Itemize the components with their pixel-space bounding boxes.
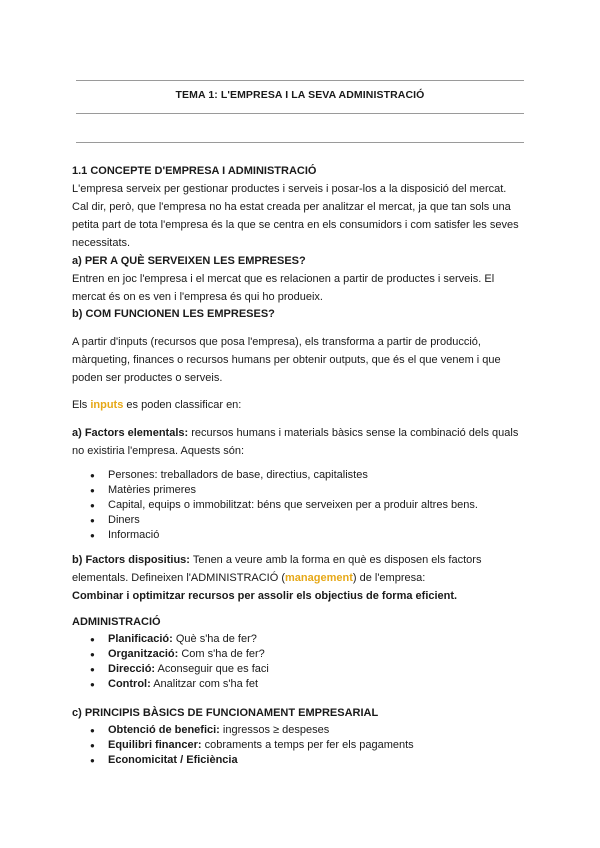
management-highlight: management <box>285 572 353 584</box>
administracio-heading: ADMINISTRACIÓ <box>72 616 161 628</box>
paragraph-line: Cal dir, però, que l'empresa no ha estat creada per analitzar el mercat, ja que tan sols una <box>72 201 511 213</box>
paragraph-line: poden ser productes o serveis. <box>72 372 223 384</box>
paragraph-line: petita part de tota l'empresa és la que se centra en els consumidors i com satisfer les seves <box>72 219 519 231</box>
factors-elementals-text: recursos humans i materials bàsics sense la combinació dels quals <box>191 427 519 439</box>
factors-dispositius-line <box>72 551 481 569</box>
list-item: ● Matèries primeres <box>72 483 478 498</box>
administracio-list <box>72 632 269 692</box>
inputs-highlight: inputs <box>90 399 124 411</box>
section-heading-concepte: 1.1 CONCEPTE D'EMPRESA I ADMINISTRACIÓ <box>72 165 317 177</box>
list-item: ● Planificació: Què s'ha de fer? <box>72 632 269 647</box>
paragraph-line: necessitats. <box>72 237 131 249</box>
principis-heading: c) PRINCIPIS BÀSICS DE FUNCIONAMENT EMPRESARIAL <box>72 707 379 719</box>
paragraph-line: màrqueting, finances o recursos humans per obtenir outputs, que és el que venem i que <box>72 354 501 366</box>
factors-elementals-label: a) Factors elementals: <box>72 427 189 439</box>
paragraph-line: mercat és on es ven i l'empresa és qui ho produeix. <box>72 291 323 303</box>
management-pre: elementals. Defineixen l'ADMINISTRACIÓ ( <box>72 572 285 584</box>
list-item: ● Equilibri financer: cobraments a temps per fer els pagaments <box>72 738 414 753</box>
list-item: ● Persones: treballadors de base, directius, capitalistes <box>72 468 478 483</box>
factors-dispositius-text: Tenen a veure amb la forma en què es disposen els factors <box>192 554 482 566</box>
inputs-line <box>72 396 241 414</box>
title-rule <box>76 113 524 114</box>
list-item: ● Organització: Com s'ha de fer? <box>72 647 269 662</box>
paragraph-line: A partir d'inputs (recursos que posa l'empresa), els transforma a partir de producció, <box>72 336 481 348</box>
principis-list <box>72 723 414 768</box>
list-item: ● Economicitat / Eficiència <box>72 753 414 768</box>
list-item: ● Obtenció de benefici: ingressos ≥ despeses <box>72 723 414 738</box>
inputs-post: es poden classificar en: <box>126 399 242 411</box>
list-item: ● Control: Analitzar com s'ha fet <box>72 677 269 692</box>
list-item: ● Direcció: Aconseguir que es faci <box>72 662 269 677</box>
list-item: ● Capital, equips o immobilitzat: béns que serveixen per a produir altres bens. <box>72 498 478 513</box>
section-heading-com-funcionen: b) COM FUNCIONEN LES EMPRESES? <box>72 308 275 320</box>
paragraph-line: L'empresa serveix per gestionar productes i serveis i posar-los a la disposició del mercat. <box>72 183 507 195</box>
list-item: ● Diners <box>72 513 478 528</box>
list-item: ● Informació <box>72 528 478 543</box>
top-rule <box>76 80 524 81</box>
header-bottom-rule <box>76 142 524 143</box>
inputs-pre: Els <box>72 399 88 411</box>
section-heading-per-a-que: a) PER A QUÈ SERVEIXEN LES EMPRESES? <box>72 255 306 267</box>
combinar-line: Combinar i optimitzar recursos per assolir els objectius de forma eficient. <box>72 590 458 602</box>
factors-elementals-line <box>72 424 518 442</box>
management-post: ) de l'empresa: <box>352 572 426 584</box>
factors-elementals-list <box>72 468 478 543</box>
factors-dispositius-label: b) Factors dispositius: <box>72 554 190 566</box>
management-line <box>72 569 425 587</box>
paragraph-line: no existiria l'empresa. Aquests són: <box>72 445 245 457</box>
document-title: TEMA 1: L'EMPRESA I LA SEVA ADMINISTRACIÓ <box>175 89 425 101</box>
paragraph-line: Entren en joc l'empresa i el mercat que es relacionen a partir de productes i serveis. El <box>72 273 495 285</box>
